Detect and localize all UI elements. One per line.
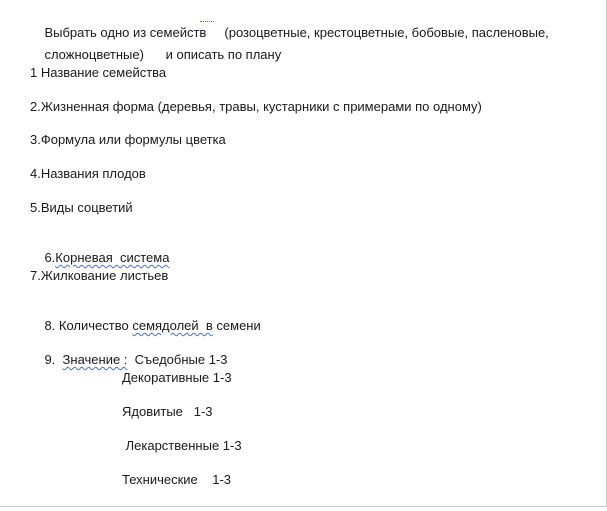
plan-item-6-number: 6.	[44, 250, 56, 265]
plan-item-8-start: 8. Количество	[44, 318, 133, 333]
sub-item-poisonous: Ядовитые 1-3	[122, 404, 213, 419]
spelling-gap-marker	[200, 19, 214, 22]
plan-item-9-label: Значение :	[62, 352, 128, 367]
plan-item-4: 4.Названия плодов	[30, 166, 146, 181]
intro-text-start: Выбрать одно из семейств	[44, 25, 207, 40]
intro-text-families: (розоцветные, крестоцветные, бобовые, пасленовые,	[224, 25, 549, 40]
plan-item-9-first-sub: Съедобные 1-3	[127, 352, 228, 367]
plan-item-8-end: семени	[212, 318, 261, 333]
sub-item-technical: Технические 1-3	[122, 472, 232, 487]
plan-item-5: 5.Виды соцветий	[30, 200, 133, 215]
plan-item-3: 3.Формула или формулы цветка	[30, 132, 226, 147]
plan-item-8-marked: семядолей в	[132, 318, 213, 333]
sub-item-decorative: Декоративные 1-3	[122, 370, 232, 385]
intro-text-last-family: сложноцветные)	[44, 47, 144, 62]
plan-item-9-number: 9.	[44, 352, 63, 367]
plan-item-6-text: Корневая система	[55, 250, 170, 265]
intro-text-plan: и описать по плану	[165, 47, 282, 62]
sub-item-medicinal: Лекарственные 1-3	[122, 438, 242, 453]
plan-item-7: 7.Жилкование листьев	[30, 268, 169, 283]
plan-item-2: 2.Жизненная форма (деревья, травы, кустарники с примерами по одному)	[30, 99, 482, 114]
plan-item-1: 1 Название семейства	[30, 65, 167, 80]
